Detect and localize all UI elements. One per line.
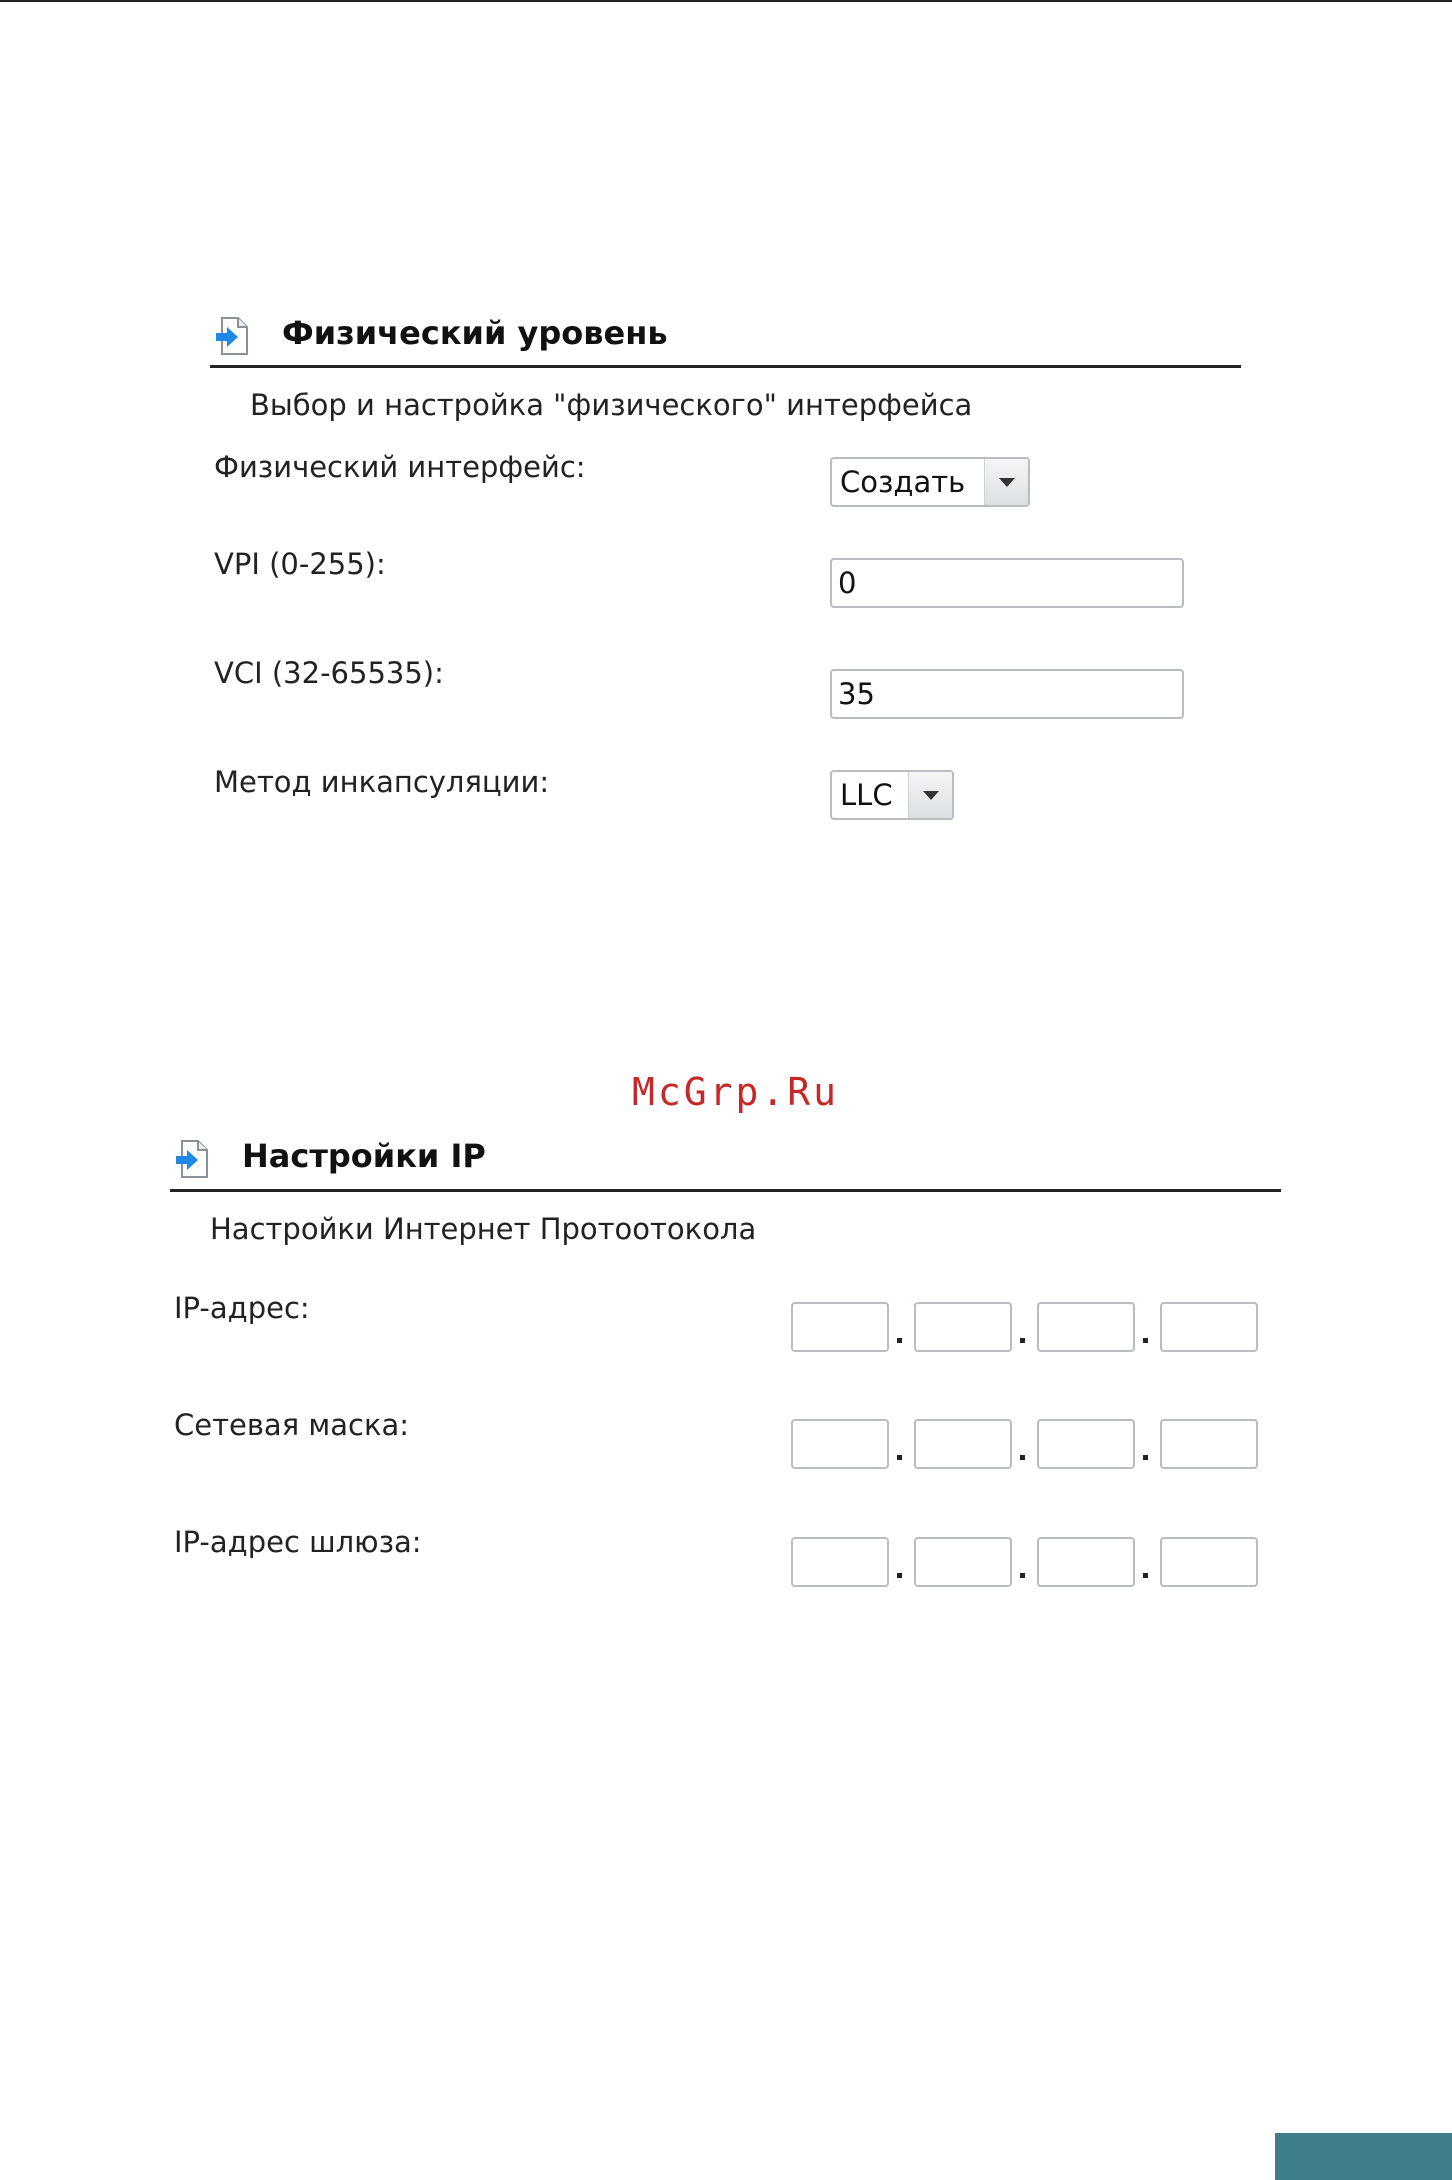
encapsulation-label: Метод инкапсуляции:: [214, 765, 550, 799]
physical-section-title: Физический уровень: [282, 314, 668, 352]
ip-address-label: IP-адрес:: [174, 1291, 310, 1325]
page-corner-tab: [1275, 2133, 1452, 2180]
gateway-octet-1[interactable]: [791, 1537, 889, 1587]
ip-section-description: Настройки Интернет Протоотокола: [210, 1212, 757, 1246]
ip-address-octet-4[interactable]: [1160, 1302, 1258, 1352]
netmask-octet-1[interactable]: [791, 1419, 889, 1469]
ip-address-octet-2[interactable]: [914, 1302, 1012, 1352]
watermark: McGrp.Ru: [632, 1070, 840, 1114]
octet-separator: [897, 1455, 902, 1460]
octet-separator: [1143, 1455, 1148, 1460]
dropdown-arrow-icon[interactable]: [984, 459, 1028, 505]
vci-input[interactable]: [830, 669, 1184, 719]
octet-separator: [1020, 1573, 1025, 1578]
ip-section-title: Настройки IP: [242, 1137, 486, 1175]
ip-address-octet-1[interactable]: [791, 1302, 889, 1352]
octet-separator: [897, 1573, 902, 1578]
dropdown-arrow-icon[interactable]: [908, 772, 952, 818]
gateway-label: IP-адрес шлюза:: [174, 1525, 422, 1559]
netmask-octet-2[interactable]: [914, 1419, 1012, 1469]
netmask-octet-3[interactable]: [1037, 1419, 1135, 1469]
gateway-octet-3[interactable]: [1037, 1537, 1135, 1587]
physical-interface-select[interactable]: [830, 457, 1030, 507]
physical-section-divider: [210, 365, 1241, 368]
gateway-octet-4[interactable]: [1160, 1537, 1258, 1587]
physical-section-description: Выбор и настройка "физического" интерфейса: [250, 388, 973, 422]
netmask-octet-4[interactable]: [1160, 1419, 1258, 1469]
octet-separator: [1143, 1338, 1148, 1343]
netmask-label: Сетевая маска:: [174, 1408, 410, 1442]
section-page-arrow-icon: [174, 1139, 210, 1179]
top-rule: [0, 0, 1452, 2]
gateway-octet-2[interactable]: [914, 1537, 1012, 1587]
physical-interface-value: Создать: [840, 465, 966, 499]
section-page-arrow-icon: [214, 316, 250, 356]
ip-section-divider: [170, 1189, 1281, 1192]
vpi-label: VPI (0-255):: [214, 547, 386, 581]
encapsulation-value: LLC: [840, 778, 893, 812]
octet-separator: [897, 1338, 902, 1343]
vci-label: VCI (32-65535):: [214, 656, 444, 690]
ip-address-octet-3[interactable]: [1037, 1302, 1135, 1352]
octet-separator: [1020, 1338, 1025, 1343]
vpi-input[interactable]: [830, 558, 1184, 608]
physical-interface-label: Физический интерфейс:: [214, 450, 586, 484]
encapsulation-select[interactable]: [830, 770, 954, 820]
octet-separator: [1020, 1455, 1025, 1460]
octet-separator: [1143, 1573, 1148, 1578]
